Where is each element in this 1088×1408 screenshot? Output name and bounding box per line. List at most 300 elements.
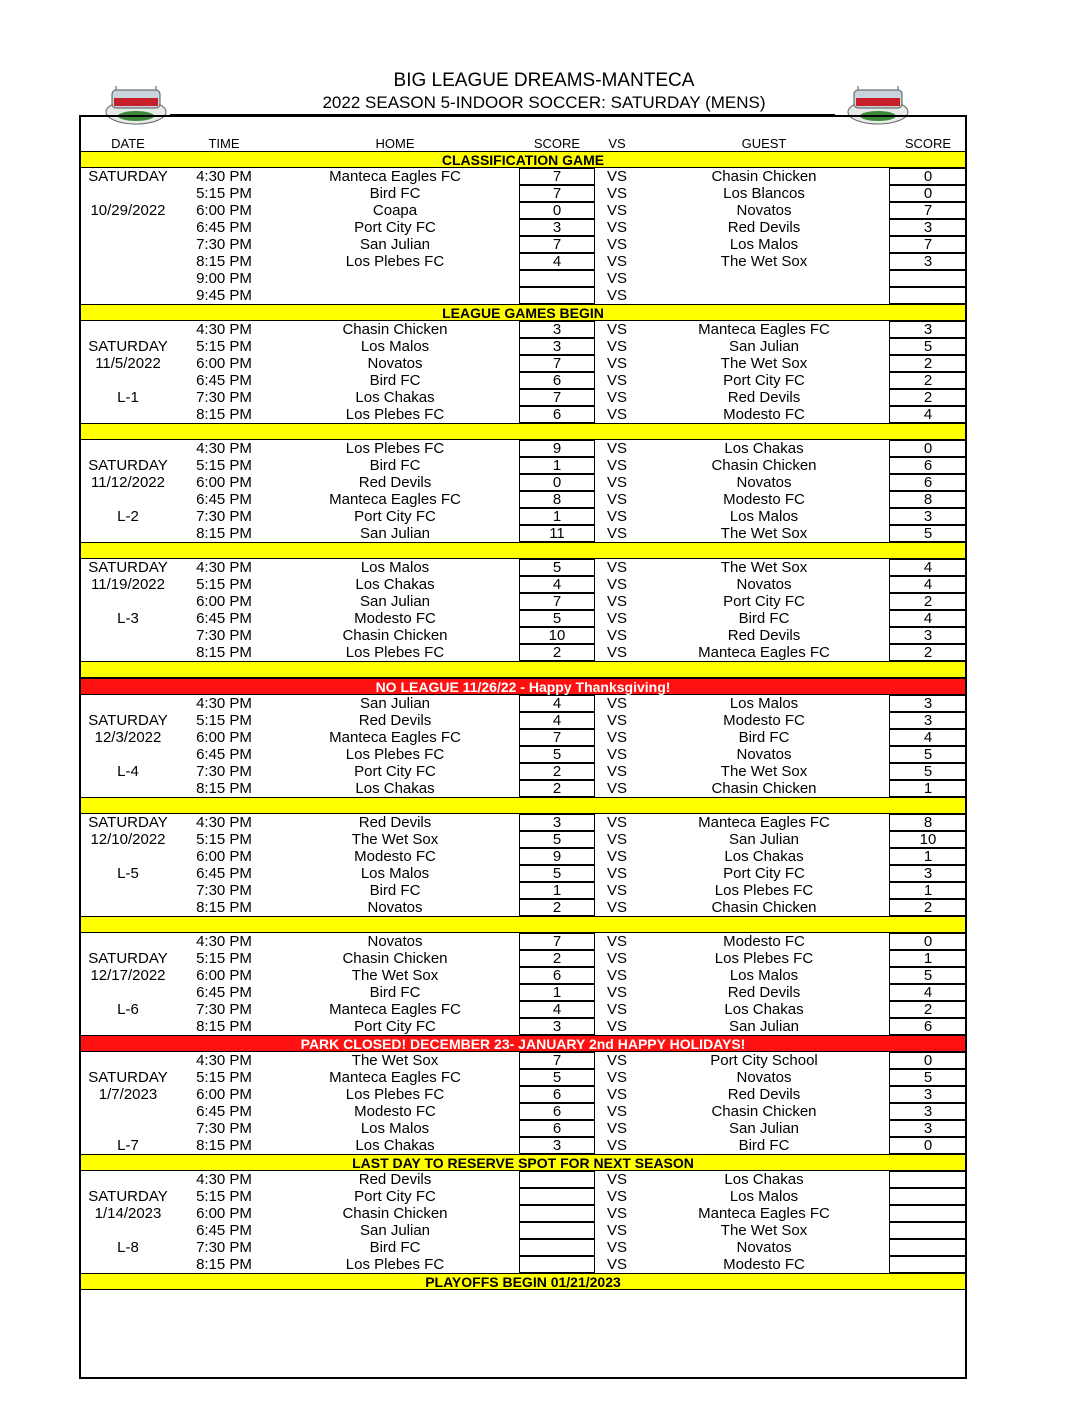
guest-team: Modesto FC [723,712,805,729]
header-guest-score: SCORE [904,135,952,151]
home-score: 9 [552,440,562,457]
date [81,984,175,1001]
time: 6:45 PM [196,1103,252,1120]
guest-team: Red Devils [727,389,801,406]
guest-score: 5 [923,338,933,355]
date: 1/7/2023 [98,1086,158,1103]
guest-score: 0 [923,168,933,185]
vs: VS [606,168,627,185]
game-row [81,1239,965,1256]
time: 4:30 PM [196,559,252,576]
guest-score: 4 [923,729,933,746]
home-score [519,1222,595,1239]
guest-score: 5 [923,525,933,542]
date: SATURDAY [88,559,168,576]
guest-team: Los Blancos [723,185,805,202]
time: 6:45 PM [196,491,252,508]
time: 8:15 PM [196,1018,252,1035]
date [81,899,175,916]
home-score: 1 [552,508,562,525]
game-row [81,1018,965,1035]
date [81,593,175,610]
guest-team: Modesto FC [723,1256,805,1273]
time: 8:15 PM [196,899,252,916]
separator-row [81,542,965,559]
column-header-row [81,135,965,151]
home-team: Port City FC [354,1188,436,1205]
home-score: 7 [552,933,562,950]
home-team: Port City FC [354,219,436,236]
date [81,406,175,423]
game-row [81,627,965,644]
date: SATURDAY [88,1069,168,1086]
time: 8:15 PM [196,644,252,661]
game-row [81,746,965,763]
date: L-1 [117,389,139,406]
vs: VS [606,559,627,576]
separator-row [81,423,965,440]
game-row [81,1137,965,1154]
guest-score: 2 [923,372,933,389]
banner-row [81,151,965,168]
guest-team: Los Chakas [724,1001,804,1018]
vs: VS [606,1120,627,1137]
guest-team: The Wet Sox [720,253,808,270]
home-score [519,1205,595,1222]
banner-row [81,304,965,321]
game-row [81,1222,965,1239]
game-row [81,1256,965,1273]
banner-text: PARK CLOSED! DECEMBER 23- JANUARY 2nd HAPPY HOLIDAYS! [300,1035,746,1052]
vs: VS [606,1171,627,1188]
vs: VS [606,1103,627,1120]
date: 1/14/2023 [94,1205,162,1222]
vs: VS [606,219,627,236]
time: 6:00 PM [196,848,252,865]
date [81,627,175,644]
date [81,882,175,899]
home-team: San Julian [359,525,431,542]
vs: VS [606,474,627,491]
guest-score: 0 [923,185,933,202]
guest-team: Port City FC [723,372,805,389]
date [81,933,175,950]
guest-team: Novatos [736,474,792,491]
home-score: 4 [552,576,562,593]
date: SATURDAY [88,712,168,729]
date: 11/5/2022 [95,355,161,372]
home-team: Port City FC [354,508,436,525]
date: SATURDAY [88,1188,168,1205]
guest-team: The Wet Sox [720,355,808,372]
guest-team: Los Malos [729,1188,799,1205]
date: L-7 [117,1137,139,1154]
vs: VS [606,525,627,542]
time: 7:30 PM [196,508,252,525]
guest-score: 2 [923,355,933,372]
guest-score: 3 [923,508,933,525]
time: 5:15 PM [196,831,252,848]
guest-score: 5 [923,763,933,780]
guest-team: Los Plebes FC [714,882,814,899]
game-row [81,338,965,355]
vs: VS [606,202,627,219]
time: 8:15 PM [196,253,252,270]
time: 7:30 PM [196,1239,252,1256]
game-row [81,168,965,185]
home-team: Bird FC [369,457,421,474]
guest-score: 3 [923,321,933,338]
date [81,321,175,338]
home-team: Chasin Chicken [342,950,448,967]
vs: VS [606,729,627,746]
guest-score: 1 [923,848,933,865]
home-team: Los Malos [360,865,430,882]
time: 6:00 PM [196,967,252,984]
time: 5:15 PM [196,457,252,474]
time: 5:15 PM [196,712,252,729]
home-team: Los Plebes FC [345,1256,445,1273]
time: 6:45 PM [196,865,252,882]
vs: VS [606,627,627,644]
home-team: Los Plebes FC [345,406,445,423]
home-score: 7 [552,1052,562,1069]
home-score: 2 [552,763,562,780]
home-team: Red Devils [358,1171,432,1188]
home-score: 5 [552,1069,562,1086]
vs: VS [606,712,627,729]
vs: VS [606,1256,627,1273]
guest-team: Los Malos [729,236,799,253]
date [81,253,175,270]
game-row [81,1120,965,1137]
game-row [81,729,965,746]
home-score: 6 [552,1120,562,1137]
date [81,1018,175,1035]
game-row [81,559,965,576]
guest-score: 2 [923,389,933,406]
home-score [519,270,595,287]
time: 4:30 PM [196,440,252,457]
home-team: Los Chakas [355,389,435,406]
home-team: Red Devils [358,814,432,831]
home-team [271,270,519,287]
time: 4:30 PM [196,695,252,712]
banner-row [81,1035,965,1052]
time: 9:45 PM [196,287,252,304]
vs: VS [606,967,627,984]
time: 5:15 PM [196,185,252,202]
date [81,236,175,253]
guest-team: Bird FC [738,1137,790,1154]
time: 7:30 PM [196,1001,252,1018]
home-team: Bird FC [369,185,421,202]
time: 5:15 PM [196,950,252,967]
game-row [81,1069,965,1086]
time: 4:30 PM [196,814,252,831]
date [81,848,175,865]
home-score: 1 [552,457,562,474]
home-team: Modesto FC [354,848,436,865]
home-team: San Julian [359,1222,431,1239]
guest-score [889,1239,967,1256]
home-score [519,1239,595,1256]
guest-score: 3 [923,1086,933,1103]
home-team: Los Plebes FC [345,440,445,457]
banner-row [81,1154,965,1171]
home-score: 9 [552,848,562,865]
game-row [81,491,965,508]
vs: VS [606,457,627,474]
guest-team: Bird FC [738,729,790,746]
vs: VS [606,372,627,389]
time: 5:15 PM [196,1069,252,1086]
time: 6:45 PM [196,1222,252,1239]
guest-score [889,287,967,304]
vs: VS [606,270,627,287]
date [81,1256,175,1273]
guest-team: Los Malos [729,695,799,712]
vs: VS [606,406,627,423]
vs: VS [606,185,627,202]
banner-text: NO LEAGUE 11/26/22 - Happy Thanksgiving! [375,678,671,695]
guest-score [889,1188,967,1205]
home-team: Los Plebes FC [345,746,445,763]
home-team: Los Malos [360,1120,430,1137]
game-row [81,219,965,236]
vs: VS [606,321,627,338]
guest-team [639,270,889,287]
header-home-team: HOME [375,135,415,151]
date: 11/19/2022 [91,576,165,593]
vs: VS [606,508,627,525]
guest-team: Chasin Chicken [711,899,817,916]
game-row [81,1103,965,1120]
home-score: 3 [552,321,562,338]
guest-score: 4 [923,406,933,423]
home-score: 5 [552,865,562,882]
date [81,644,175,661]
home-team: Los Plebes FC [345,644,445,661]
guest-score: 3 [923,712,933,729]
date: L-6 [117,1001,139,1018]
date [81,780,175,797]
date [81,270,175,287]
vs: VS [606,1137,627,1154]
game-row [81,882,965,899]
home-team: Manteca Eagles FC [329,1001,461,1018]
date [81,746,175,763]
banner-text: LAST DAY TO RESERVE SPOT FOR NEXT SEASON [352,1154,694,1171]
game-row [81,440,965,457]
time: 6:00 PM [196,202,252,219]
guest-score: 2 [923,899,933,916]
guest-team: Los Chakas [724,848,804,865]
game-row [81,270,965,287]
date [81,440,175,457]
guest-team: Chasin Chicken [711,168,817,185]
page-title: BIG LEAGUE DREAMS-MANTECA [393,70,695,91]
home-score: 6 [552,406,562,423]
vs: VS [606,933,627,950]
date [81,695,175,712]
time: 4:30 PM [196,1171,252,1188]
guest-score: 1 [923,780,933,797]
guest-score: 3 [923,695,933,712]
guest-team: Novatos [736,746,792,763]
game-row [81,389,965,406]
guest-score: 5 [923,746,933,763]
guest-team: The Wet Sox [720,559,808,576]
guest-score: 6 [923,457,933,474]
home-score: 11 [549,525,565,542]
home-score: 1 [552,984,562,1001]
time: 7:30 PM [196,882,252,899]
vs: VS [606,831,627,848]
home-score: 5 [552,746,562,763]
guest-score: 4 [923,610,933,627]
home-team: Bird FC [369,1239,421,1256]
home-score: 7 [552,355,562,372]
guest-score: 3 [923,1120,933,1137]
home-team: The Wet Sox [351,1052,439,1069]
guest-team: Port City School [710,1052,818,1069]
date: SATURDAY [88,950,168,967]
guest-team: Novatos [736,202,792,219]
date [81,219,175,236]
guest-score: 0 [923,1137,933,1154]
game-row [81,933,965,950]
date [81,1052,175,1069]
home-score: 5 [552,831,562,848]
guest-team: Novatos [736,576,792,593]
time: 7:30 PM [196,763,252,780]
vs: VS [606,355,627,372]
home-team: Bird FC [369,372,421,389]
guest-team: Novatos [736,1069,792,1086]
home-score: 0 [552,202,562,219]
home-team [271,287,519,304]
date: 10/29/2022 [90,202,166,219]
home-team: Bird FC [369,984,421,1001]
header-vs: VS [608,135,626,151]
home-team: The Wet Sox [351,831,439,848]
time: 8:15 PM [196,406,252,423]
guest-team: Red Devils [727,219,801,236]
guest-score: 0 [923,933,933,950]
game-row [81,406,965,423]
time: 4:30 PM [196,321,252,338]
home-score: 7 [552,729,562,746]
date: L-4 [117,763,139,780]
guest-score: 8 [923,814,933,831]
vs: VS [606,746,627,763]
guest-team: Los Chakas [724,1171,804,1188]
vs: VS [606,1222,627,1239]
guest-team: Red Devils [727,627,801,644]
game-row [81,1188,965,1205]
game-row [81,355,965,372]
game-row [81,967,965,984]
game-row [81,831,965,848]
time: 7:30 PM [196,236,252,253]
guest-team: Chasin Chicken [711,780,817,797]
home-team: Manteca Eagles FC [329,1069,461,1086]
time: 6:00 PM [196,1086,252,1103]
home-score: 3 [552,1018,562,1035]
time: 8:15 PM [196,1256,252,1273]
date [81,372,175,389]
home-team: Manteca Eagles FC [329,729,461,746]
home-team: Chasin Chicken [342,321,448,338]
guest-score: 6 [923,1018,933,1035]
guest-score: 3 [923,1103,933,1120]
guest-score: 2 [923,644,933,661]
time: 6:00 PM [196,729,252,746]
home-team: Los Chakas [355,1137,435,1154]
date [81,1222,175,1239]
date [81,1120,175,1137]
home-team: Port City FC [354,763,436,780]
time: 8:15 PM [196,1137,252,1154]
banner-text: PLAYOFFS BEGIN 01/21/2023 [425,1273,621,1290]
home-team: Novatos [367,933,423,950]
home-team: Modesto FC [354,610,436,627]
guest-team: San Julian [728,1120,800,1137]
time: 6:45 PM [196,610,252,627]
time: 6:00 PM [196,474,252,491]
home-score: 6 [552,1086,562,1103]
guest-score [889,1222,967,1239]
date: 11/12/2022 [91,474,165,491]
game-row [81,814,965,831]
vs: VS [606,984,627,1001]
guest-score: 5 [923,1069,933,1086]
home-score: 2 [552,899,562,916]
time: 6:00 PM [196,355,252,372]
vs: VS [606,610,627,627]
banner-row [81,678,965,695]
date: SATURDAY [88,338,168,355]
vs: VS [606,491,627,508]
vs: VS [606,865,627,882]
vs: VS [606,287,627,304]
game-row [81,1205,965,1222]
home-score [519,1256,595,1273]
guest-team: San Julian [728,1018,800,1035]
separator-row [81,797,965,814]
game-row [81,1171,965,1188]
date: SATURDAY [88,814,168,831]
home-team: Novatos [367,355,423,372]
home-score: 3 [552,814,562,831]
guest-score: 3 [923,219,933,236]
guest-score: 7 [923,202,933,219]
guest-team: Modesto FC [723,406,805,423]
home-team: Red Devils [358,712,432,729]
vs: VS [606,695,627,712]
home-score: 7 [552,168,562,185]
vs: VS [606,593,627,610]
home-team: Los Plebes FC [345,253,445,270]
home-score: 7 [552,593,562,610]
time: 5:15 PM [196,338,252,355]
home-score: 7 [552,389,562,406]
guest-team [639,287,889,304]
guest-score: 10 [919,831,937,848]
guest-team: Red Devils [727,1086,801,1103]
vs: VS [606,1001,627,1018]
